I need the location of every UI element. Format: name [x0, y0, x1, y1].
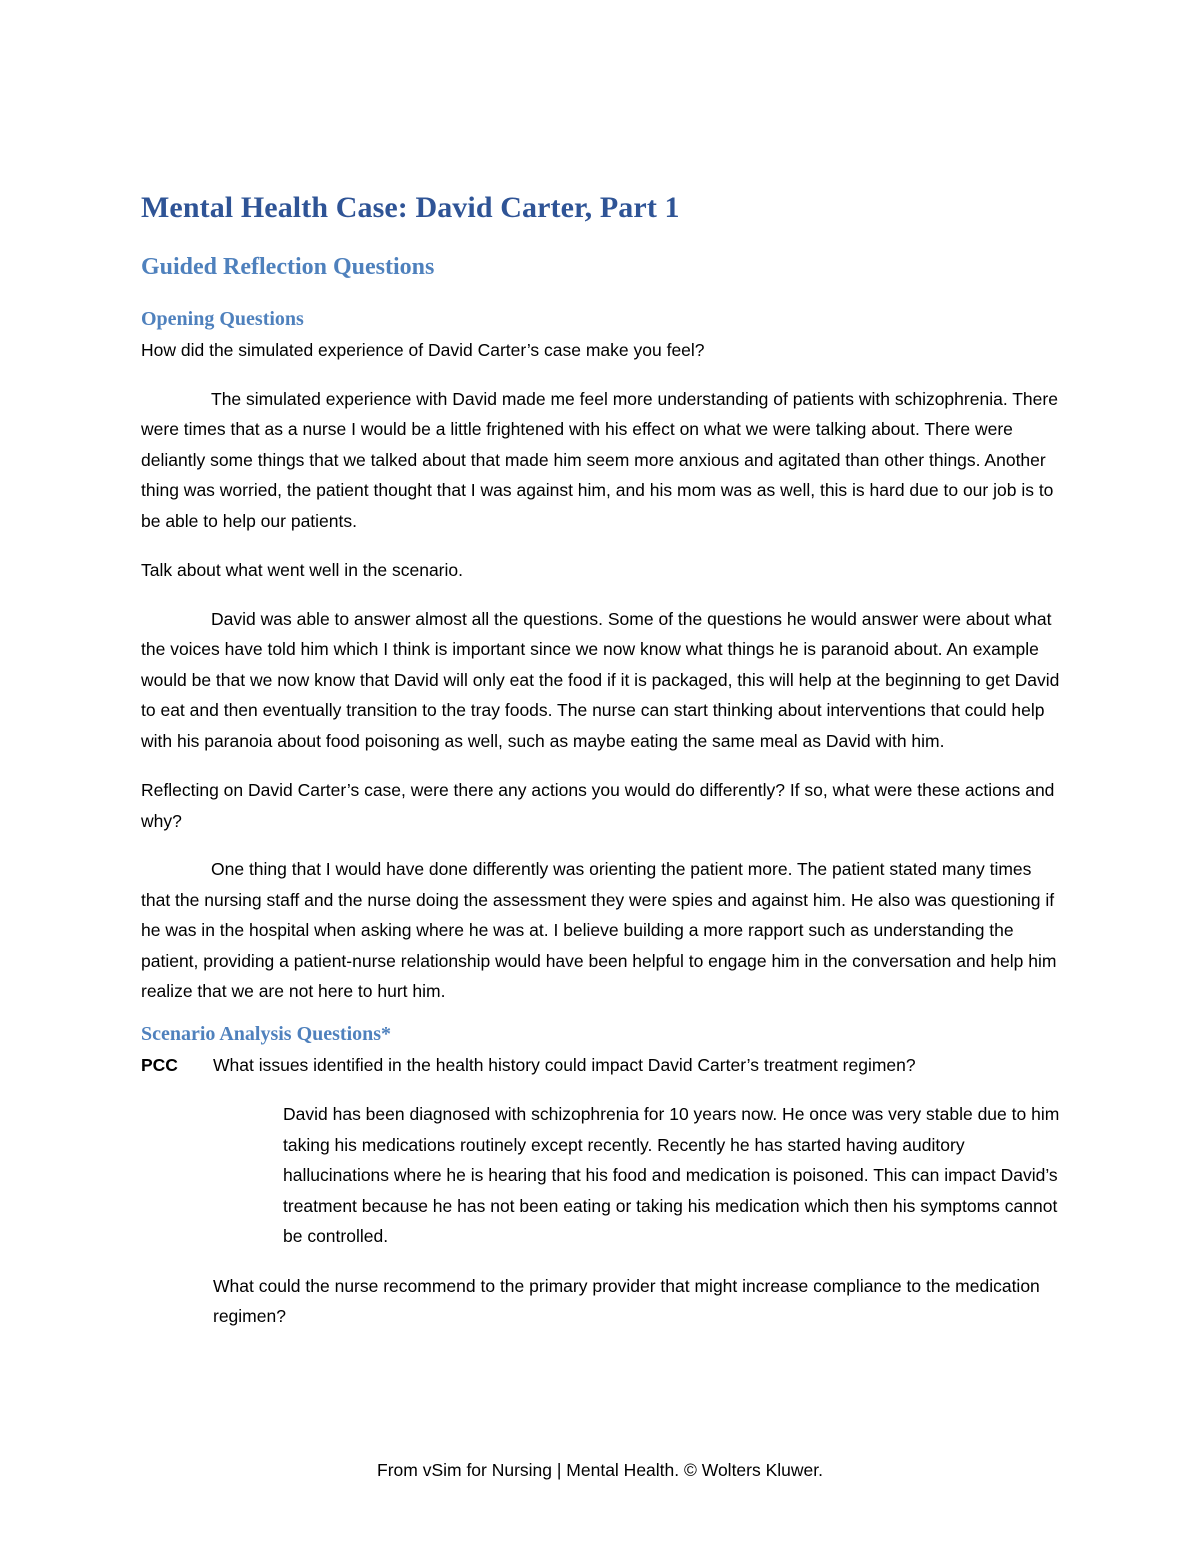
document-body: [141, 190, 1061, 1332]
subheading-opening-questions: Opening Questions: [141, 308, 304, 330]
answer-health-history: David has been diagnosed with schizophrenia for 10 years now. He once was very stable due to him taking his medications routinely except recently. Recently he has started having auditory hallucinations where he is hearing that his food and medication is poisoned. This can impact David’s treatment because he has not been eating or taking his medication which then his symptoms cannot be controlled.: [283, 1104, 1060, 1246]
page-footer: From vSim for Nursing | Mental Health. © Wolters Kluwer.: [377, 1460, 823, 1480]
pcc-question-row: [141, 1050, 1061, 1081]
answer-went-well: David was able to answer almost all the questions. Some of the questions he would answer were about what the voices have told him which I think is important since we now know what things he is paranoid about. An example would be that we now know that David will only eat the food if it is packaged, this will help at the beginning to get David to eat and then eventually transition to the tray foods. The nurse can start thinking about interventions that could help with his paranoia about food poisoning as well, such as maybe eating the same meal as David with him.: [141, 608, 1060, 751]
page-title: Mental Health Case: David Carter, Part 1: [141, 191, 680, 224]
section-heading-guided-reflection: Guided Reflection Questions: [141, 254, 435, 280]
question-differently: Reflecting on David Carter’s case, were there any actions you would do differently? If so, what were these actions and why?: [141, 780, 1055, 831]
pcc-tag: PCC: [141, 1054, 178, 1075]
answer-differently: One thing that I would have done differently was orienting the patient more. The patient stated many times that the nursing staff and the nurse doing the assessment they were spies and against him. He also was questioning if he was in the hospital when asking where he was at. I believe building a more rapport such as understanding the patient, providing a patient-nurse relationship would have been helpful to engage him in the conversation and help him realize that we are not here to hurt him.: [141, 859, 1057, 1001]
question-health-history: What issues identified in the health history could impact David Carter’s treatment regimen?: [213, 1054, 916, 1075]
subheading-scenario-analysis: Scenario Analysis Questions*: [141, 1022, 392, 1045]
question-feel: How did the simulated experience of David Carter’s case make you feel?: [141, 340, 705, 360]
answer-feel: The simulated experience with David made me feel more understanding of patients with schizophrenia. There were times that as a nurse I would be a little frightened with his effect on what we were talking about. There were deliantly some things that we talked about that made him seem more anxious and agitated than other things. Another thing was worried, the patient thought that I was against him, and his mom was as well, this is hard due to our job is to be able to help our patients.: [141, 388, 1058, 531]
question-went-well: Talk about what went well in the scenario.: [141, 560, 463, 580]
question-compliance: What could the nurse recommend to the primary provider that might increase compliance to the medication regimen?: [213, 1275, 1040, 1326]
